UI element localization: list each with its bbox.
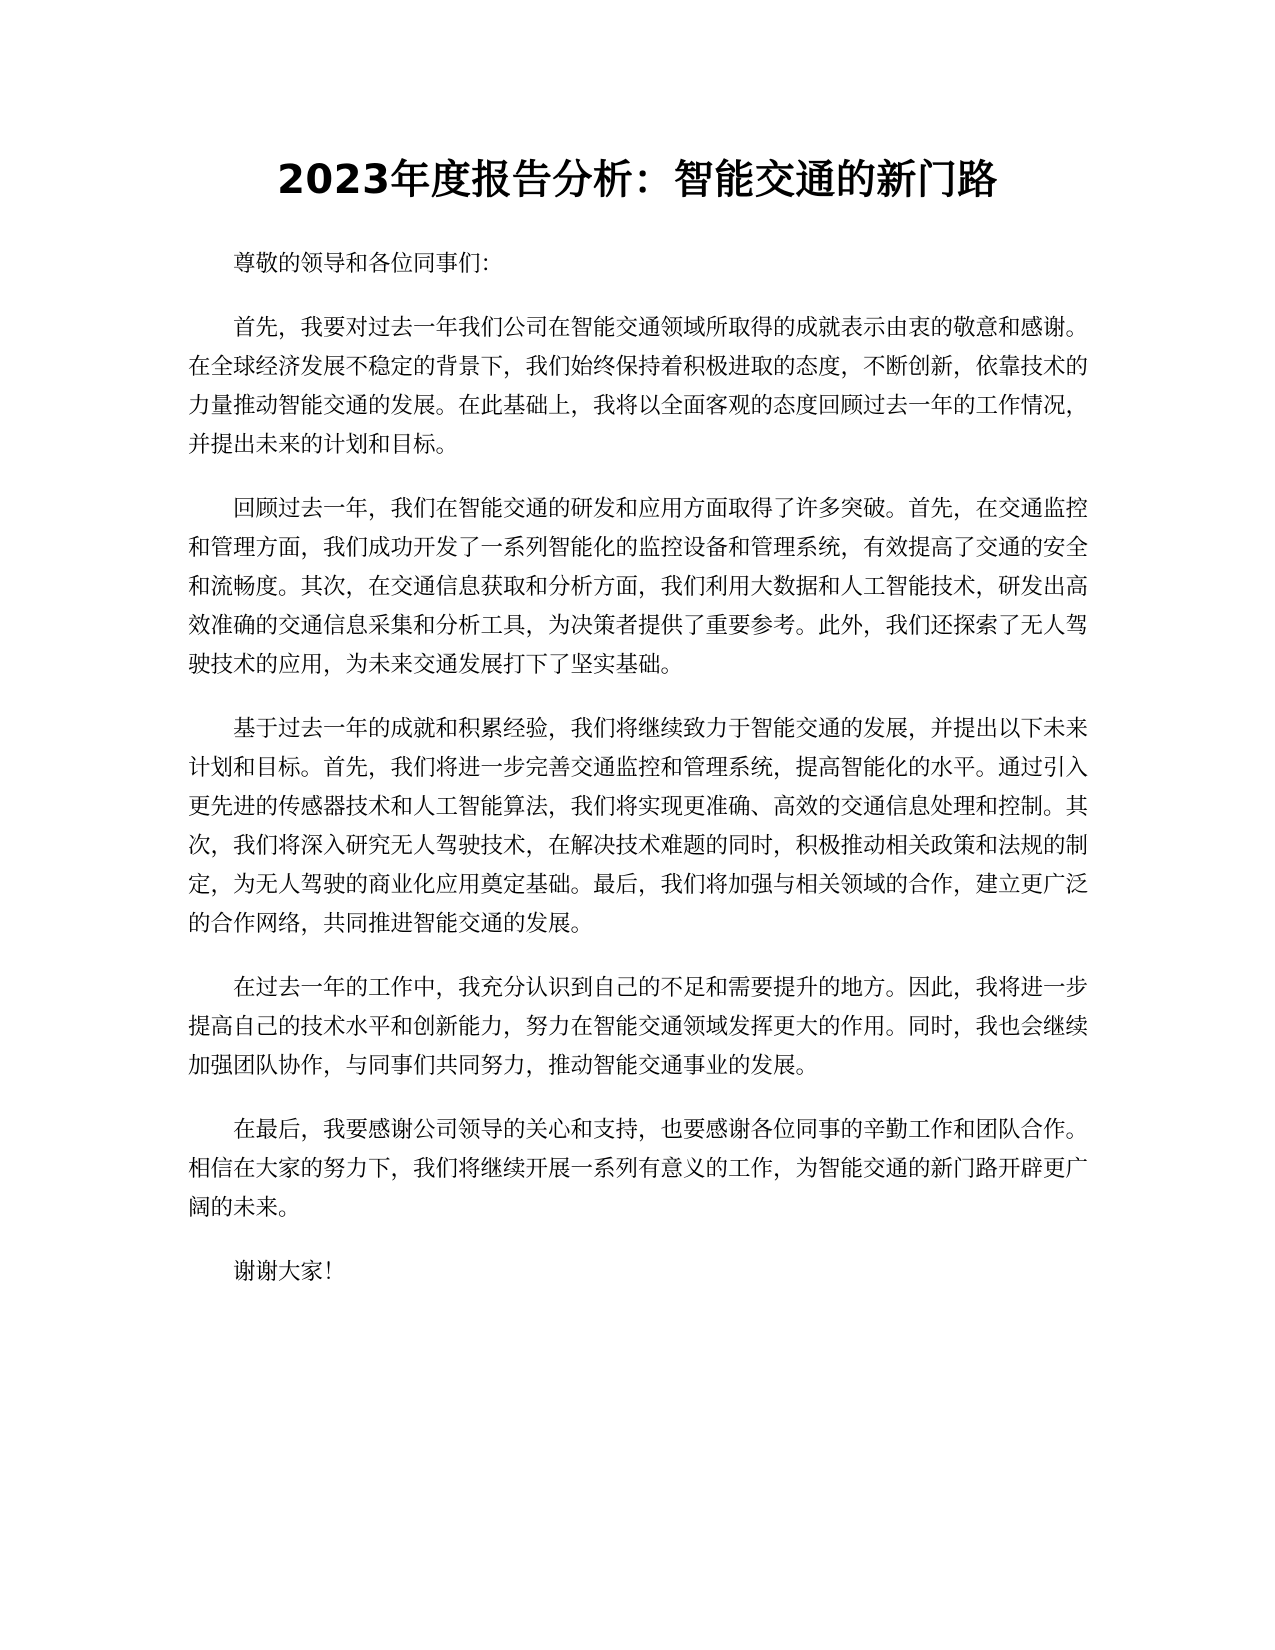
- document-body: [188, 245, 1088, 1317]
- body-paragraph: 基于过去一年的成就和积累经验，我们将继续致力于智能交通的发展，并提出以下未来计划和目标。首先，我们将进一步完善交通监控和管理系统，提高智能化的水平。通过引入更先进的传感器技术和人工智能算法，我们将实现更准确、高效的交通信息处理和控制。其次，我们将深入研究无人驾驶技术，在解决技术难题的同时，积极推动相关政策和法规的制定，为无人驾驶的商业化应用奠定基础。最后，我们将加强与相关领域的合作，建立更广泛的合作网络，共同推进智能交通的发展。: [188, 716, 1089, 937]
- body-paragraph: 首先，我要对过去一年我们公司在智能交通领域所取得的成就表示由衷的敬意和感谢。在全球经济发展不稳定的背景下，我们始终保持着积极进取的态度，不断创新，依靠技术的力量推动智能交通的发展。在此基础上，我将以全面客观的态度回顾过去一年的工作情况，并提出未来的计划和目标。: [188, 315, 1089, 458]
- salutation-paragraph: 尊敬的领导和各位同事们：: [233, 251, 504, 277]
- document-title: 2023年度报告分析：智能交通的新门路: [277, 157, 998, 203]
- body-paragraph: 在过去一年的工作中，我充分认识到自己的不足和需要提升的地方。因此，我将进一步提高自己的技术水平和创新能力，努力在智能交通领域发挥更大的作用。同时，我也会继续加强团队协作，与同事们共同努力，推动智能交通事业的发展。: [188, 975, 1089, 1079]
- body-paragraph: 回顾过去一年，我们在智能交通的研发和应用方面取得了许多突破。首先，在交通监控和管理方面，我们成功开发了一系列智能化的监控设备和管理系统，有效提高了交通的安全和流畅度。其次，在交通信息获取和分析方面，我们利用大数据和人工智能技术，研发出高效准确的交通信息采集和分析工具，为决策者提供了重要参考。此外，我们还探索了无人驾驶技术的应用，为未来交通发展打下了坚实基础。: [188, 496, 1089, 678]
- body-paragraph: 在最后，我要感谢公司领导的关心和支持，也要感谢各位同事的辛勤工作和团队合作。相信在大家的努力下，我们将继续开展一系列有意义的工作，为智能交通的新门路开辟更广阔的未来。: [188, 1117, 1089, 1221]
- closing-paragraph: 谢谢大家！: [233, 1259, 346, 1285]
